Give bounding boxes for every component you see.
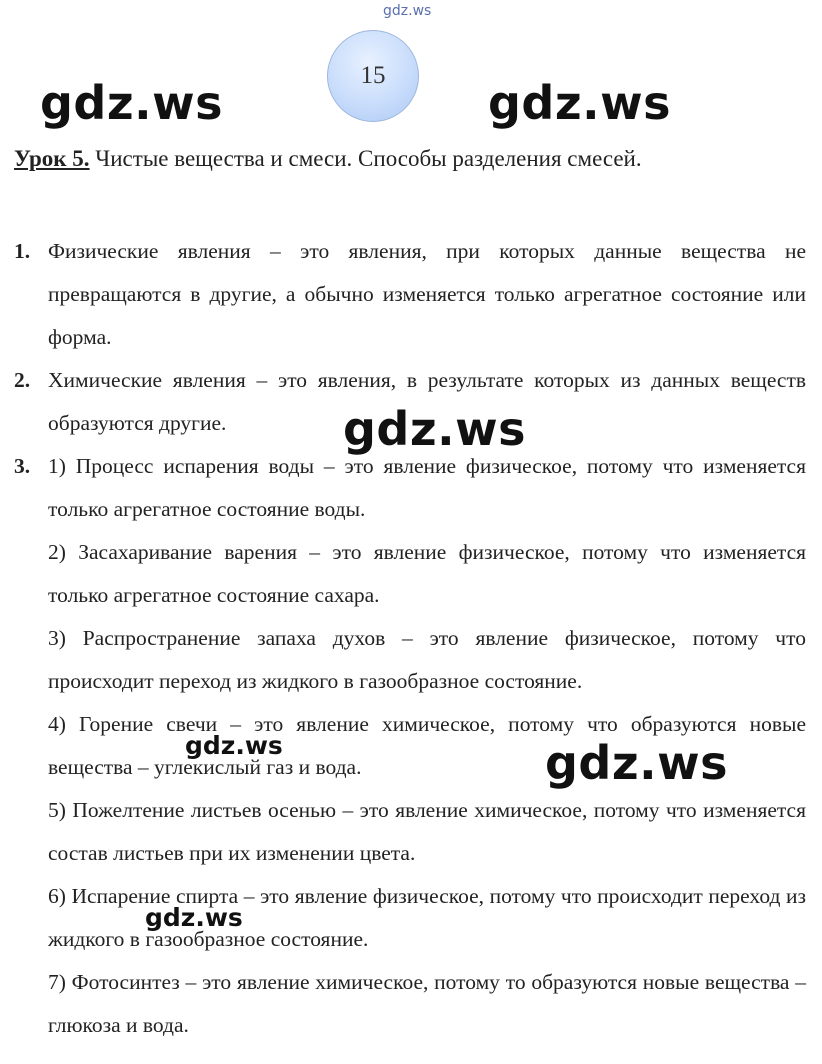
subitem: 7) Фотосинтез – это явление химическое, потому то образуются новые вещества – глюкоза и вода.: [48, 970, 806, 1037]
watermark: gdz.ws: [145, 903, 243, 932]
site-watermark-top: gdz.ws: [383, 3, 432, 19]
item-text: Химические явления – это явления, в результате которых из данных веществ образуются другие.: [48, 368, 806, 435]
watermark: gdz.ws: [343, 402, 526, 456]
list-item: [14, 230, 806, 359]
watermark: gdz.ws: [545, 736, 728, 790]
answers-list: [14, 230, 806, 1047]
lesson-label: Урок 5.: [14, 146, 90, 171]
item-text: Физические явления – это явления, при которых данные вещества не превращаются в другие, а обычно изменяется только агрегатное состояние или форма.: [48, 239, 806, 349]
subitem: 6) Испарение спирта – это явление физическое, потому что происходит переход из жидкого в газообразное состояние.: [48, 884, 806, 951]
watermark: gdz.ws: [40, 76, 223, 130]
lesson-heading: [14, 146, 642, 172]
page-number-badge: 15: [327, 30, 419, 122]
subitem: 2) Засахаривание варения – это явление физическое, потому что изменяется только агрегатное состояние сахара.: [48, 540, 806, 607]
subitem: 3) Распространение запаха духов – это явление физическое, потому что происходит переход из жидкого в газообразное состояние.: [48, 626, 806, 693]
item-number: 3.: [14, 454, 31, 478]
item-number: 1.: [14, 239, 31, 263]
subitem: 1) Процесс испарения воды – это явление физическое, потому что изменяется только агрегатное состояние воды.: [48, 454, 806, 521]
subitem: 4) Горение свечи – это явление химическое, потому что образуются новые вещества – углекислый газ и вода.: [48, 712, 806, 779]
watermark: gdz.ws: [488, 76, 671, 130]
subitem: 5) Пожелтение листьев осенью – это явление химическое, потому что изменяется состав листьев при их изменении цвета.: [48, 798, 806, 865]
item-number: 2.: [14, 368, 31, 392]
lesson-title: Чистые вещества и смеси. Способы разделения смесей.: [89, 146, 642, 171]
watermark: gdz.ws: [185, 731, 283, 760]
